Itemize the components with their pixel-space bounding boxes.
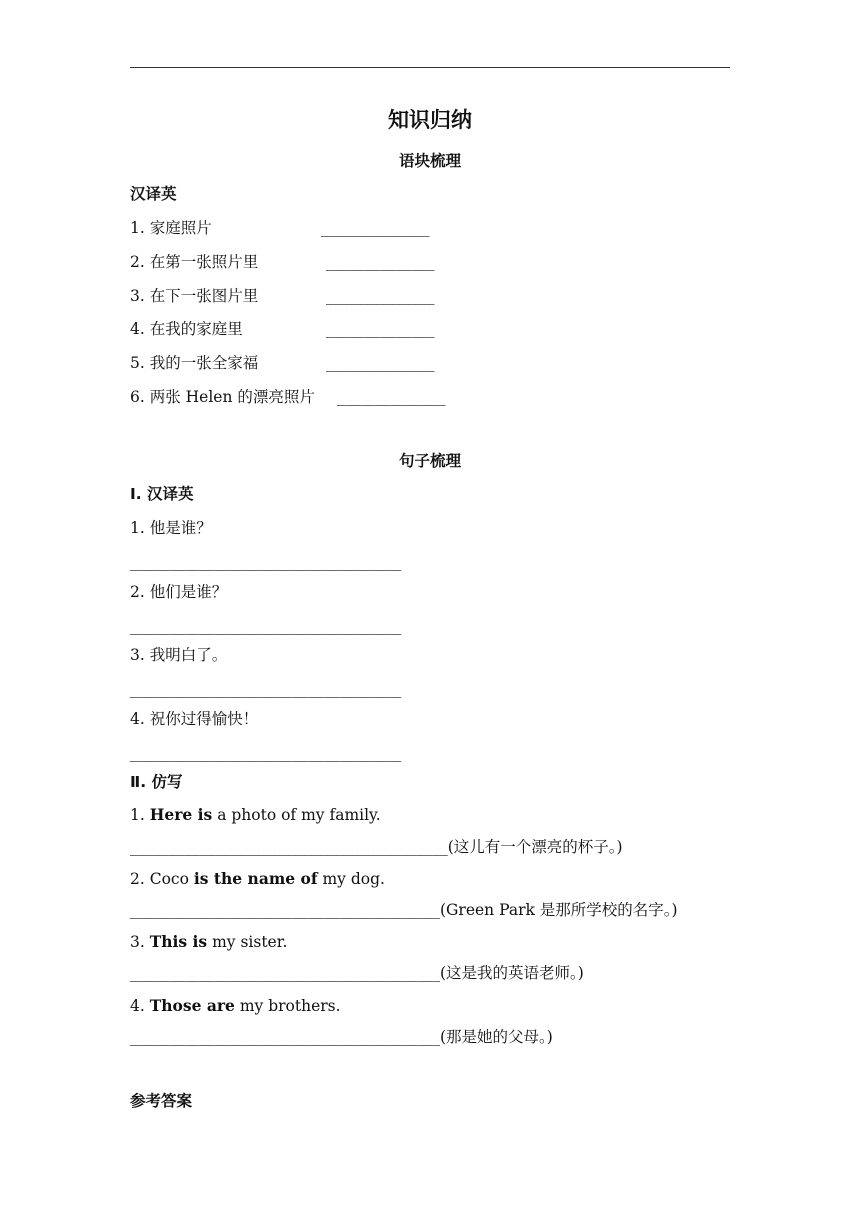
model-number: 4. [130, 997, 150, 1015]
model-rest: a photo of my family. [212, 806, 381, 824]
hint: (那是她的父母。) [440, 1028, 553, 1046]
chunk-item-blank[interactable]: ______________ [321, 219, 430, 237]
model-key-phrase: Those are [149, 996, 235, 1015]
model-sentence [130, 869, 385, 889]
answer-blank[interactable]: ___________________________________ [130, 744, 402, 762]
answer-blank[interactable]: ________________________________________ [130, 901, 440, 919]
hint: (这儿有一个漂亮的杯子。) [447, 838, 623, 856]
imitation-line [130, 900, 678, 920]
model-key-phrase: Here is [149, 805, 213, 824]
section-heading-sentences: 句子梳理 [398, 452, 461, 470]
model-number: 1. [130, 806, 150, 824]
chunk-item-prompt: 5. 我的一张全家福 [130, 354, 259, 372]
hint: (Green Park 是那所学校的名字。) [440, 901, 678, 919]
sentence-prompt: 3. 我明白了。 [130, 646, 228, 664]
model-sentence [130, 932, 287, 952]
model-key-phrase: is the name of [193, 869, 318, 888]
model-key-phrase: This is [149, 932, 208, 951]
chunk-item-prompt: 3. 在下一张图片里 [130, 287, 259, 305]
chunk-item-blank[interactable]: ______________ [326, 320, 435, 338]
model-sentence [130, 805, 381, 825]
chunk-item-blank[interactable]: ______________ [326, 354, 435, 372]
chunk-item-blank[interactable]: ______________ [337, 388, 446, 406]
hint: (这是我的英语老师。) [440, 964, 584, 982]
sentence-prompt: 4. 祝你过得愉快！ [130, 710, 259, 728]
answers-heading: 参考答案 [130, 1092, 193, 1110]
chunk-item-blank[interactable]: ______________ [326, 287, 435, 305]
answer-blank[interactable]: _________________________________________ [130, 838, 448, 856]
answer-blank[interactable]: ___________________________________ [130, 680, 402, 698]
answer-blank[interactable]: ___________________________________ [130, 617, 402, 635]
answer-blank[interactable]: ________________________________________ [130, 1028, 440, 1046]
sentence-prompt: 1. 他是谁？ [130, 519, 212, 537]
model-number: 3. [130, 933, 150, 951]
model-rest: my dog. [317, 870, 385, 888]
chunk-item-prompt: 4. 在我的家庭里 [130, 320, 243, 338]
model-sentence [130, 996, 341, 1016]
page-title: 知识归纳 [388, 108, 472, 132]
part2-heading: Ⅱ. 仿写 [130, 773, 183, 791]
chunk-item-prompt: 2. 在第一张照片里 [130, 253, 259, 271]
model-rest: my brothers. [234, 997, 341, 1015]
answer-blank[interactable]: ___________________________________ [130, 553, 402, 571]
model-rest: my sister. [207, 933, 288, 951]
chunk-item-prompt: 6. 两张 Helen 的漂亮照片 [130, 388, 315, 406]
subheading-translate: 汉译英 [130, 185, 177, 203]
section-heading-chunks: 语块梳理 [398, 152, 461, 170]
imitation-line [130, 1027, 553, 1047]
imitation-line [130, 837, 623, 857]
model-number: 2. Coco [130, 870, 194, 888]
sentence-prompt: 2. 他们是谁？ [130, 583, 228, 601]
chunk-item-prompt: 1. 家庭照片 [130, 219, 212, 237]
answer-blank[interactable]: ________________________________________ [130, 964, 440, 982]
part1-heading: Ⅰ. 汉译英 [130, 485, 194, 503]
imitation-line [130, 963, 584, 983]
chunk-item-blank[interactable]: ______________ [326, 253, 435, 271]
header-rule [130, 67, 730, 68]
